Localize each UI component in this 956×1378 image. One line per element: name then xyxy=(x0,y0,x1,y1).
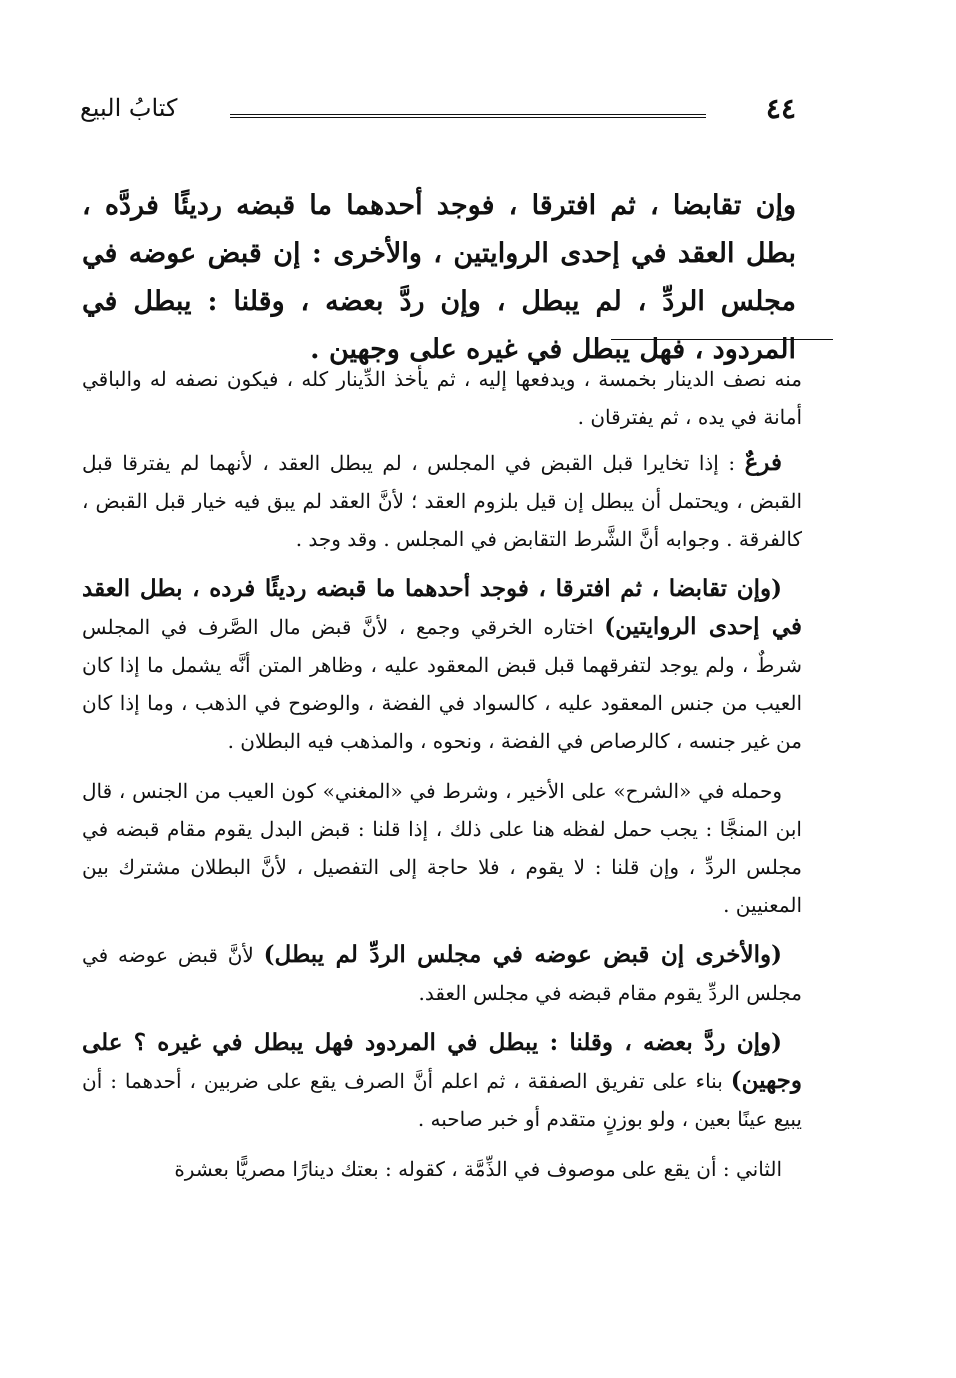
quoted-matn: (وإن ردَّ بعضه ، وقلنا : يبطل في المردود فهل يبطل في غيره ؟ على وجهين) xyxy=(82,1029,802,1094)
commentary-paragraph xyxy=(82,570,802,760)
quoted-matn: (والأخرى إن قبض عوضه في مجلس الردِّ لم يبطل) xyxy=(263,941,783,968)
book-title: كتابُ البيع xyxy=(80,94,178,122)
footnote-divider xyxy=(611,339,833,340)
paragraph-text: وحمله في «الشرح» على الأخير ، وشرط في «المغني» كون العيب من الجنس ، قال ابن المنجَّا : يجب حمل لفظه هنا على ذلك ، إذا قلنا : قبض البدل يقوم مقام قبضه في مجلس الردِّ ، وإن قلنا : لا يقوم ، فلا حاجة إلى التفصيل ، لأنَّ البطلان مشترك بين المعنيين . xyxy=(82,779,802,917)
paragraph-text: : إذا تخايرا قبل القبض في المجلس ، لم يبطل العقد ، لأنهما لم يفترقا قبل القبض ، ويحتمل أن يبطل إن قيل بلزوم العقد ؛ لأنَّ العقد لم يبق فيه خيار قبل القبض ، كالفرقة . وجوابه أنَّ الشَّرط التقابض في المجلس . وقد وجد . xyxy=(82,451,802,551)
page-header xyxy=(80,92,796,132)
header-rule xyxy=(230,114,706,118)
quoted-matn: (وإن تقابضا ، ثم افترقا ، فوجد أحدهما ما قبضه رديئًا فرده ، بطل العقد في إحدى الروايتين) xyxy=(82,575,802,640)
page-number: ٤٤ xyxy=(765,92,796,125)
commentary-paragraph xyxy=(82,772,802,924)
commentary xyxy=(82,360,802,1200)
commentary-paragraph xyxy=(82,444,802,558)
commentary-paragraph xyxy=(82,936,802,1012)
paragraph-text: بناء على تفريق الصفقة ، ثم اعلم أنَّ الصرف يقع على ضربين ، أحدهما : أن يبيع عينًا بعين ، ولو بوزنٍ متقدم أو خبر صاحبه . xyxy=(82,1069,802,1131)
commentary-paragraph xyxy=(82,1150,802,1188)
paragraph-text: منه نصف الدينار بخمسة ، ويدفعها إليه ، ثم يأخذ الدِّينار كله ، فيكون نصفه له والباقي أمانة في يده ، ثم يفترقان . xyxy=(82,367,802,429)
paragraph-text: الثاني : أن يقع على موصوف في الذِّمَّة ، كقوله : بعتك دينارًا مصريًّا بعشرة xyxy=(174,1157,782,1181)
paragraph-text: اختاره الخرقي وجمع ، لأنَّ قبض مال الصَّرف في المجلس شرطٌ ، ولم يوجد لتفرقهما قبل قبض المعقود عليه ، وظاهر المتن أنَّه يشمل ما إذا كان العيب من جنس المعقود عليه ، كالسواد في الفضة ، والوضوح في الذهب ، وما إذا كان من غير جنسه ، كالرصاص في الفضة ، ونحوه ، والمذهب فيه البطلان . xyxy=(82,615,802,753)
matn-text: وإن تقابضا ، ثم افترقا ، فوجد أحدهما ما قبضه رديئًا فردَّه ، بطل العقد في إحدى الروايتين ، والأخرى : إن قبض عوضه في مجلس الردِّ ، لم يبطل ، وإن ردَّ بعضه ، وقلنا : يبطل في المردود ، فهل يبطل في غيره على وجهين . xyxy=(82,190,796,365)
commentary-paragraph xyxy=(82,360,802,436)
commentary-paragraph xyxy=(82,1024,802,1138)
paragraph-heading: فرعٌ xyxy=(744,449,782,476)
paragraph-text: لأنَّ قبض عوضه في مجلس الردِّ يقوم مقام قبضه في مجلس العقد. xyxy=(82,943,802,1005)
